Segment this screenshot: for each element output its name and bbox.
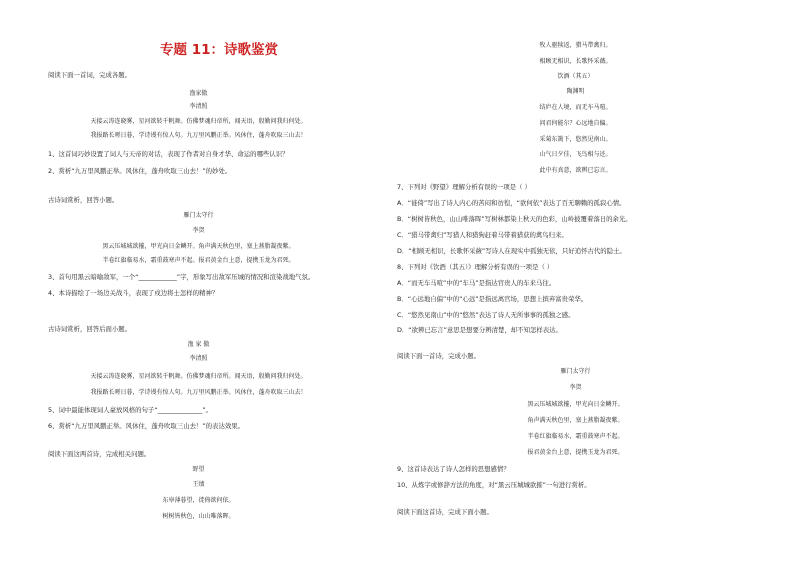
- question-7: 7、下列对《野望》理解分析有误的一项是（ ）: [397, 183, 531, 191]
- question-2: 2、赏析“九万里风鹏正举。风休住，蓬舟吹取三山去！”的妙处。: [48, 167, 232, 175]
- poem-6-line: 黑云压城城欲摧，甲光向日金鳞开。: [527, 401, 624, 408]
- page-title: 专题 11：诗歌鉴赏: [160, 42, 278, 58]
- poem-4-author: 王绩: [192, 481, 205, 488]
- intro-6: 阅读下面这首诗，完成下面小题。: [397, 508, 493, 516]
- option-7b: B．“树树皆秋色，山山唯落晖”写树林都染上秋天的色彩，山岭披覆着落日的余光。: [397, 215, 632, 223]
- question-6: 6、赏析“九万里风鹏正举。风休住，蓬舟吹取三山去！”的表达效果。: [48, 422, 245, 430]
- poem-2-line: 半卷红旗临易水，霜重鼓寒声不起。报君黄金台上意，提携玉龙为君死。: [102, 257, 295, 264]
- option-8a: A．“而无车马喧”中的“车马”是指达官贵人的车来马往。: [397, 279, 556, 287]
- poem-5-line: 采菊东篱下，悠然见南山。: [539, 136, 612, 143]
- poem-3-line: 我报路长嗟日暮，学诗谩有惊人句。九万里风鹏正举。风休住，蓬舟吹取三山去！: [90, 389, 307, 396]
- poem-5-line: 山气日夕佳，飞鸟相与还。: [539, 151, 612, 158]
- option-7c: C．“猎马带禽归”写猎人和猎狗赶着马带着猎获的禽鸟归来。: [397, 231, 568, 239]
- question-10: 10、从炼字或修辞方法的角度，对“黑云压城城欲摧”一句进行赏析。: [397, 481, 591, 489]
- intro-3: 古诗词赏析，回答后面小题。: [48, 325, 132, 333]
- poem-6-title: 雁门太守行: [560, 368, 591, 375]
- poem-6-line: 半卷红旗临易水，霜重鼓寒声不起。: [527, 433, 624, 440]
- poem-3-title: 渔 家 傲: [187, 341, 210, 348]
- poem-1-line: 天接云涛连晓雾，星河欲转千帆舞。仿佛梦魂归帝所，闻天语，殷勤问我归何处。: [90, 118, 307, 125]
- question-9: 9、这首诗表达了诗人怎样的思想感情？: [397, 465, 510, 473]
- poem-4-line: 相顾无相识，长歌怀采薇。: [539, 58, 612, 65]
- question-5: 5、词中最能体现词人豪放风格的句子“______________”。: [48, 406, 213, 414]
- option-8d: D．“欲辨已忘言”意思是想要分辨清楚，却不知怎样表达。: [397, 326, 562, 334]
- question-8: 8、下列对《饮酒（其五）》理解分析有误的一项是（ ）: [397, 263, 554, 271]
- option-7a: A．“徙倚”写出了诗人内心的苦闷和彷徨，“欲何依”表达了百无聊赖的孤寂心情。: [397, 199, 626, 207]
- poem-5-line: 问君何能尔？心远地自偏。: [539, 120, 612, 127]
- poem-4-title: 野望: [192, 466, 205, 473]
- option-8b: B．“心远地自偏”中的“心远”是指远离官场，思想上摈弃富贵荣华。: [397, 295, 588, 303]
- question-4: 4、本诗描绘了一场边关战斗，表现了戍边将士怎样的精神？: [48, 289, 219, 297]
- poem-2-line: 黑云压城城欲摧，甲光向日金鳞开。角声满天秋色里，塞上燕脂凝夜紫。: [102, 243, 295, 250]
- poem-5-author: 陶渊明: [566, 88, 585, 95]
- poem-4-line: 树树皆秋色，山山唯落晖。: [162, 513, 235, 520]
- option-8c: C．“悠然见南山”中的“悠然”表达了诗人无所事事的孤独之感。: [397, 311, 575, 319]
- question-1: 1、这首词巧妙设置了词人与天帝的对话，表现了作者对自身才华、命运的哪些认识？: [48, 150, 289, 158]
- intro-2: 古诗词赏析，回答小题。: [48, 196, 119, 204]
- poem-4-line: 东皋薄暮望，徙倚欲何依。: [162, 497, 235, 504]
- option-7d: D．“相顾无相识，长歌怀采薇”写诗人在现实中孤独无依，只好追怀古代的隐士。: [397, 247, 626, 255]
- intro-5: 阅读下面一首诗，完成小题。: [397, 352, 481, 360]
- poem-1-author: 李清照: [189, 103, 208, 110]
- question-3: 3、首句用黑云暗喻敌军，一个“____________”字，形象写出敌军压城的情况和渲染战地气氛。: [48, 273, 315, 281]
- poem-4-line: 牧人驱犊返，猎马带禽归。: [539, 42, 612, 49]
- poem-1-title: 渔家傲: [189, 90, 208, 97]
- poem-1-line: 我报路长嗟日暮，学诗谩有惊人句。九万里风鹏正举。风休住，蓬舟吹取三山去！: [90, 132, 307, 139]
- poem-5-title: 饮酒（其五）: [557, 73, 594, 80]
- intro-4: 阅读下面这两首诗，完成相关问题。: [48, 450, 151, 458]
- poem-2-title: 雁门太守行: [183, 212, 214, 219]
- poem-3-author: 李清照: [189, 355, 208, 362]
- poem-2-author: 李贺: [192, 227, 205, 234]
- intro-1: 阅读下面一首词，完成各题。: [48, 71, 132, 79]
- poem-6-line: 报君黄金台上意，提携玉龙为君死。: [527, 449, 624, 456]
- poem-6-line: 角声满天秋色里，塞上燕脂凝夜紫。: [527, 417, 624, 424]
- poem-5-line: 结庐在人境，而无车马喧。: [539, 104, 612, 111]
- poem-3-line: 天接云涛连晓雾，星河欲转千帆舞。仿佛梦魂归帝所。闻天语，殷勤问我归何处。: [90, 373, 307, 380]
- poem-5-line: 此中有真意，欲辨已忘言。: [539, 167, 612, 174]
- poem-6-author: 李贺: [569, 384, 582, 391]
